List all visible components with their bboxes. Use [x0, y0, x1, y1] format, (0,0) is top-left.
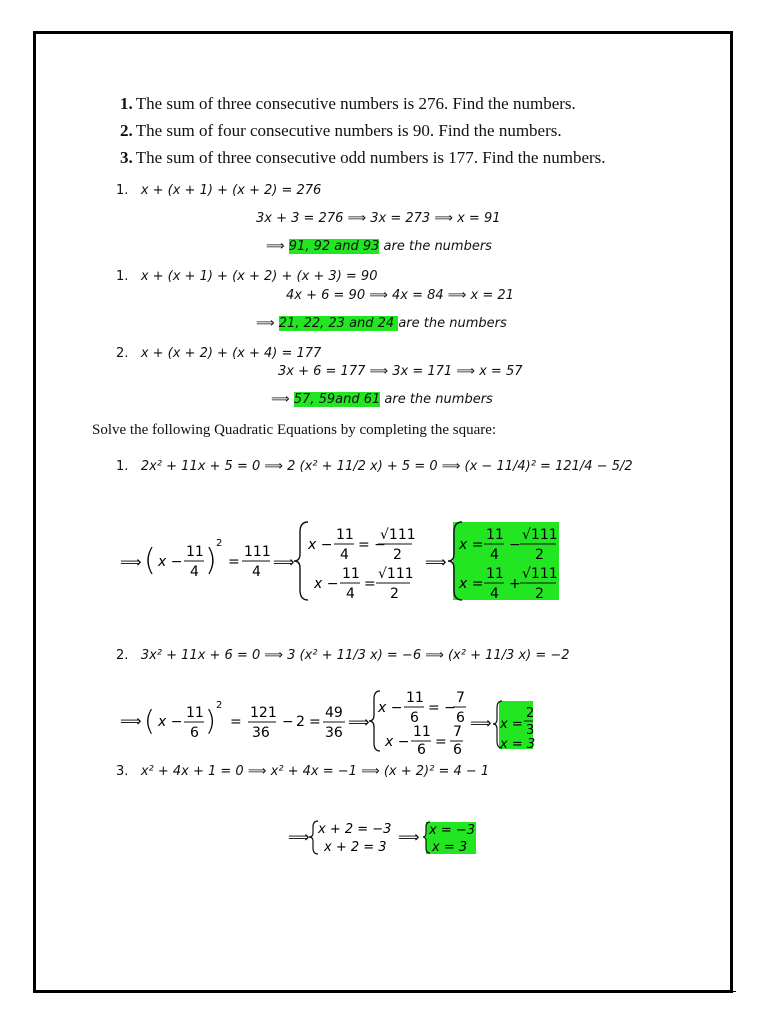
- implies-arrow: ⟹: [273, 553, 295, 571]
- answer-x-eq: x = 3: [432, 840, 468, 855]
- equation-text: x² + 4x + 1 = 0 ⟹ x² + 4x = −1 ⟹ (x + 2)² = 4 − 1: [140, 764, 490, 779]
- frac-den: 2: [390, 586, 399, 602]
- answer-highlight: 91, 92 and 93: [288, 239, 380, 254]
- implies-arrow: ⟹: [120, 712, 142, 730]
- frac-den: 2: [535, 586, 544, 602]
- frac-num: 11: [342, 566, 360, 582]
- quad-1-system: [110, 518, 570, 604]
- term-x-minus: x −: [158, 554, 183, 570]
- quad-1-equation: [116, 459, 633, 474]
- implies-arrow: ⟹: [271, 392, 290, 407]
- frac-den: 3: [526, 723, 535, 738]
- solution-1-step: 3x + 3 = 276 ⟹ 3x = 273 ⟹ x = 91: [256, 211, 501, 226]
- frac-num: √111: [522, 566, 558, 582]
- term-x-minus: x −: [314, 576, 339, 592]
- equals: =: [228, 554, 240, 570]
- frac-den: 36: [252, 725, 270, 741]
- term-x-minus: x −: [308, 537, 333, 553]
- equation-text: 3x² + 11x + 6 = 0 ⟹ 3 (x² + 11/3 x) = −6 ⟹ (x² + 11/3 x) = −2: [140, 648, 570, 663]
- implies-arrow: ⟹: [470, 714, 492, 732]
- exponent: 2: [216, 538, 223, 549]
- answer-highlight: 21, 22, 23 and 24: [278, 316, 399, 331]
- solution-number: 3.: [116, 764, 129, 779]
- equals: =: [230, 714, 242, 730]
- system-equation: x + 2 = 3: [324, 840, 387, 855]
- frac-num: 11: [186, 544, 204, 560]
- frac-den: 2: [535, 547, 544, 563]
- minus: −: [282, 714, 294, 730]
- plus: +: [509, 576, 521, 592]
- solution-2-equation: [116, 269, 377, 284]
- equals: =: [435, 734, 447, 750]
- term-x-minus: x −: [378, 700, 403, 716]
- frac-den: 6: [410, 710, 419, 726]
- equation-text: x + (x + 1) + (x + 2) + (x + 3) = 90: [140, 269, 378, 284]
- paren-close: ): [205, 543, 217, 578]
- question-3: [120, 148, 606, 168]
- frac-num: 11: [186, 705, 204, 721]
- frac-num: √111: [378, 566, 414, 582]
- solution-number: 1.: [116, 183, 129, 198]
- question-text: The sum of three consecutive odd numbers is 177. Find the numbers.: [135, 148, 606, 167]
- solution-3-answer: [271, 392, 493, 407]
- equals-negative: = −: [428, 700, 456, 716]
- frac-den: 4: [340, 547, 349, 563]
- minus: −: [509, 537, 521, 553]
- answer-x-eq: x =: [459, 576, 484, 592]
- implies-arrow: ⟹: [425, 553, 447, 571]
- quad-3-system: [286, 818, 486, 858]
- brace: [309, 821, 318, 854]
- frac-den: 6: [456, 710, 465, 726]
- solution-number: 2.: [116, 648, 129, 663]
- system-equation: x + 2 = −3: [318, 822, 392, 837]
- brace: [294, 522, 308, 600]
- implies-arrow: ⟹: [348, 713, 370, 731]
- frac-den: 4: [490, 547, 499, 563]
- frac-num: 11: [336, 527, 354, 543]
- quad-3-equation: [116, 764, 489, 779]
- solution-number: 1.: [116, 269, 129, 284]
- quad-2-equation: [116, 648, 570, 663]
- answer-x-eq: x =: [459, 537, 484, 553]
- frac-den: 6: [417, 742, 426, 754]
- solution-3-step: 3x + 6 = 177 ⟹ 3x = 171 ⟹ x = 57: [278, 364, 523, 379]
- paren-close: ): [205, 704, 216, 737]
- frac-num: 49: [325, 705, 343, 721]
- question-number: 1.: [120, 94, 133, 113]
- solution-1-answer: [266, 239, 492, 254]
- frac-den: 4: [190, 564, 199, 580]
- question-1: [120, 94, 576, 114]
- frac-den: 4: [490, 586, 499, 602]
- frac-num: 7: [456, 690, 465, 706]
- question-number: 3.: [120, 148, 133, 167]
- solution-number: 1.: [116, 459, 129, 474]
- equals: =: [364, 576, 376, 592]
- frac-den: 6: [453, 742, 462, 754]
- equation-text: x + (x + 1) + (x + 2) = 276: [140, 183, 322, 198]
- frac-den: 2: [393, 547, 402, 563]
- quadratic-heading: Solve the following Quadratic Equations by completing the square:: [92, 422, 497, 438]
- frac-den: 4: [346, 586, 355, 602]
- term-x-minus: x −: [158, 714, 183, 730]
- frac-num: 11: [486, 527, 504, 543]
- term-x-minus: x −: [385, 734, 410, 750]
- solution-2-step: 4x + 6 = 90 ⟹ 4x = 84 ⟹ x = 21: [286, 288, 514, 303]
- frac-num: 2: [526, 706, 535, 721]
- answer-suffix: are the numbers: [380, 392, 493, 407]
- frac-num: √111: [380, 527, 416, 543]
- solution-2-answer: [256, 316, 507, 331]
- page-border-bottom: [36, 991, 736, 992]
- implies-arrow: ⟹: [288, 828, 310, 846]
- implies-arrow: ⟹: [398, 828, 420, 846]
- implies-arrow: ⟹: [256, 316, 275, 331]
- equals-negative: = −: [358, 537, 386, 553]
- answer-suffix: are the numbers: [398, 316, 507, 331]
- frac-num: 111: [244, 544, 271, 560]
- paren-open: (: [144, 704, 155, 737]
- answer-x-eq: x = −3: [429, 823, 476, 838]
- frac-num: 121: [250, 705, 277, 721]
- solution-number: 2.: [116, 346, 129, 361]
- implies-arrow: ⟹: [266, 239, 285, 254]
- answer-suffix: are the numbers: [379, 239, 492, 254]
- frac-num: √111: [522, 527, 558, 543]
- answer-highlight: 57, 59and 61: [293, 392, 381, 407]
- equation-text: 2x² + 11x + 5 = 0 ⟹ 2 (x² + 11/2 x) + 5 = 0 ⟹ (x − 11/4)² = 121/4 − 5/2: [140, 459, 633, 474]
- question-2: [120, 121, 562, 141]
- equation-text: x + (x + 2) + (x + 4) = 177: [140, 346, 322, 361]
- answer-x-eq: x =: [500, 717, 523, 732]
- exponent: 2: [216, 700, 223, 711]
- quad-2-system: [110, 688, 540, 754]
- frac-den: 6: [190, 725, 199, 741]
- frac-den: 4: [252, 564, 261, 580]
- implies-arrow: ⟹: [120, 553, 142, 571]
- frac-num: 11: [413, 724, 431, 740]
- frac-num: 11: [486, 566, 504, 582]
- constant: 2: [296, 714, 305, 730]
- equals: =: [309, 714, 321, 730]
- answer-x-eq: x = 3: [500, 737, 536, 752]
- solution-3-equation: [116, 346, 321, 361]
- question-text: The sum of three consecutive numbers is 276. Find the numbers.: [135, 94, 576, 113]
- frac-num: 7: [453, 724, 462, 740]
- question-text: The sum of four consecutive numbers is 90. Find the numbers.: [135, 121, 562, 140]
- frac-num: 11: [406, 690, 424, 706]
- paren-open: (: [144, 543, 156, 578]
- solution-1-equation: [116, 183, 321, 198]
- frac-den: 36: [325, 725, 343, 741]
- question-number: 2.: [120, 121, 133, 140]
